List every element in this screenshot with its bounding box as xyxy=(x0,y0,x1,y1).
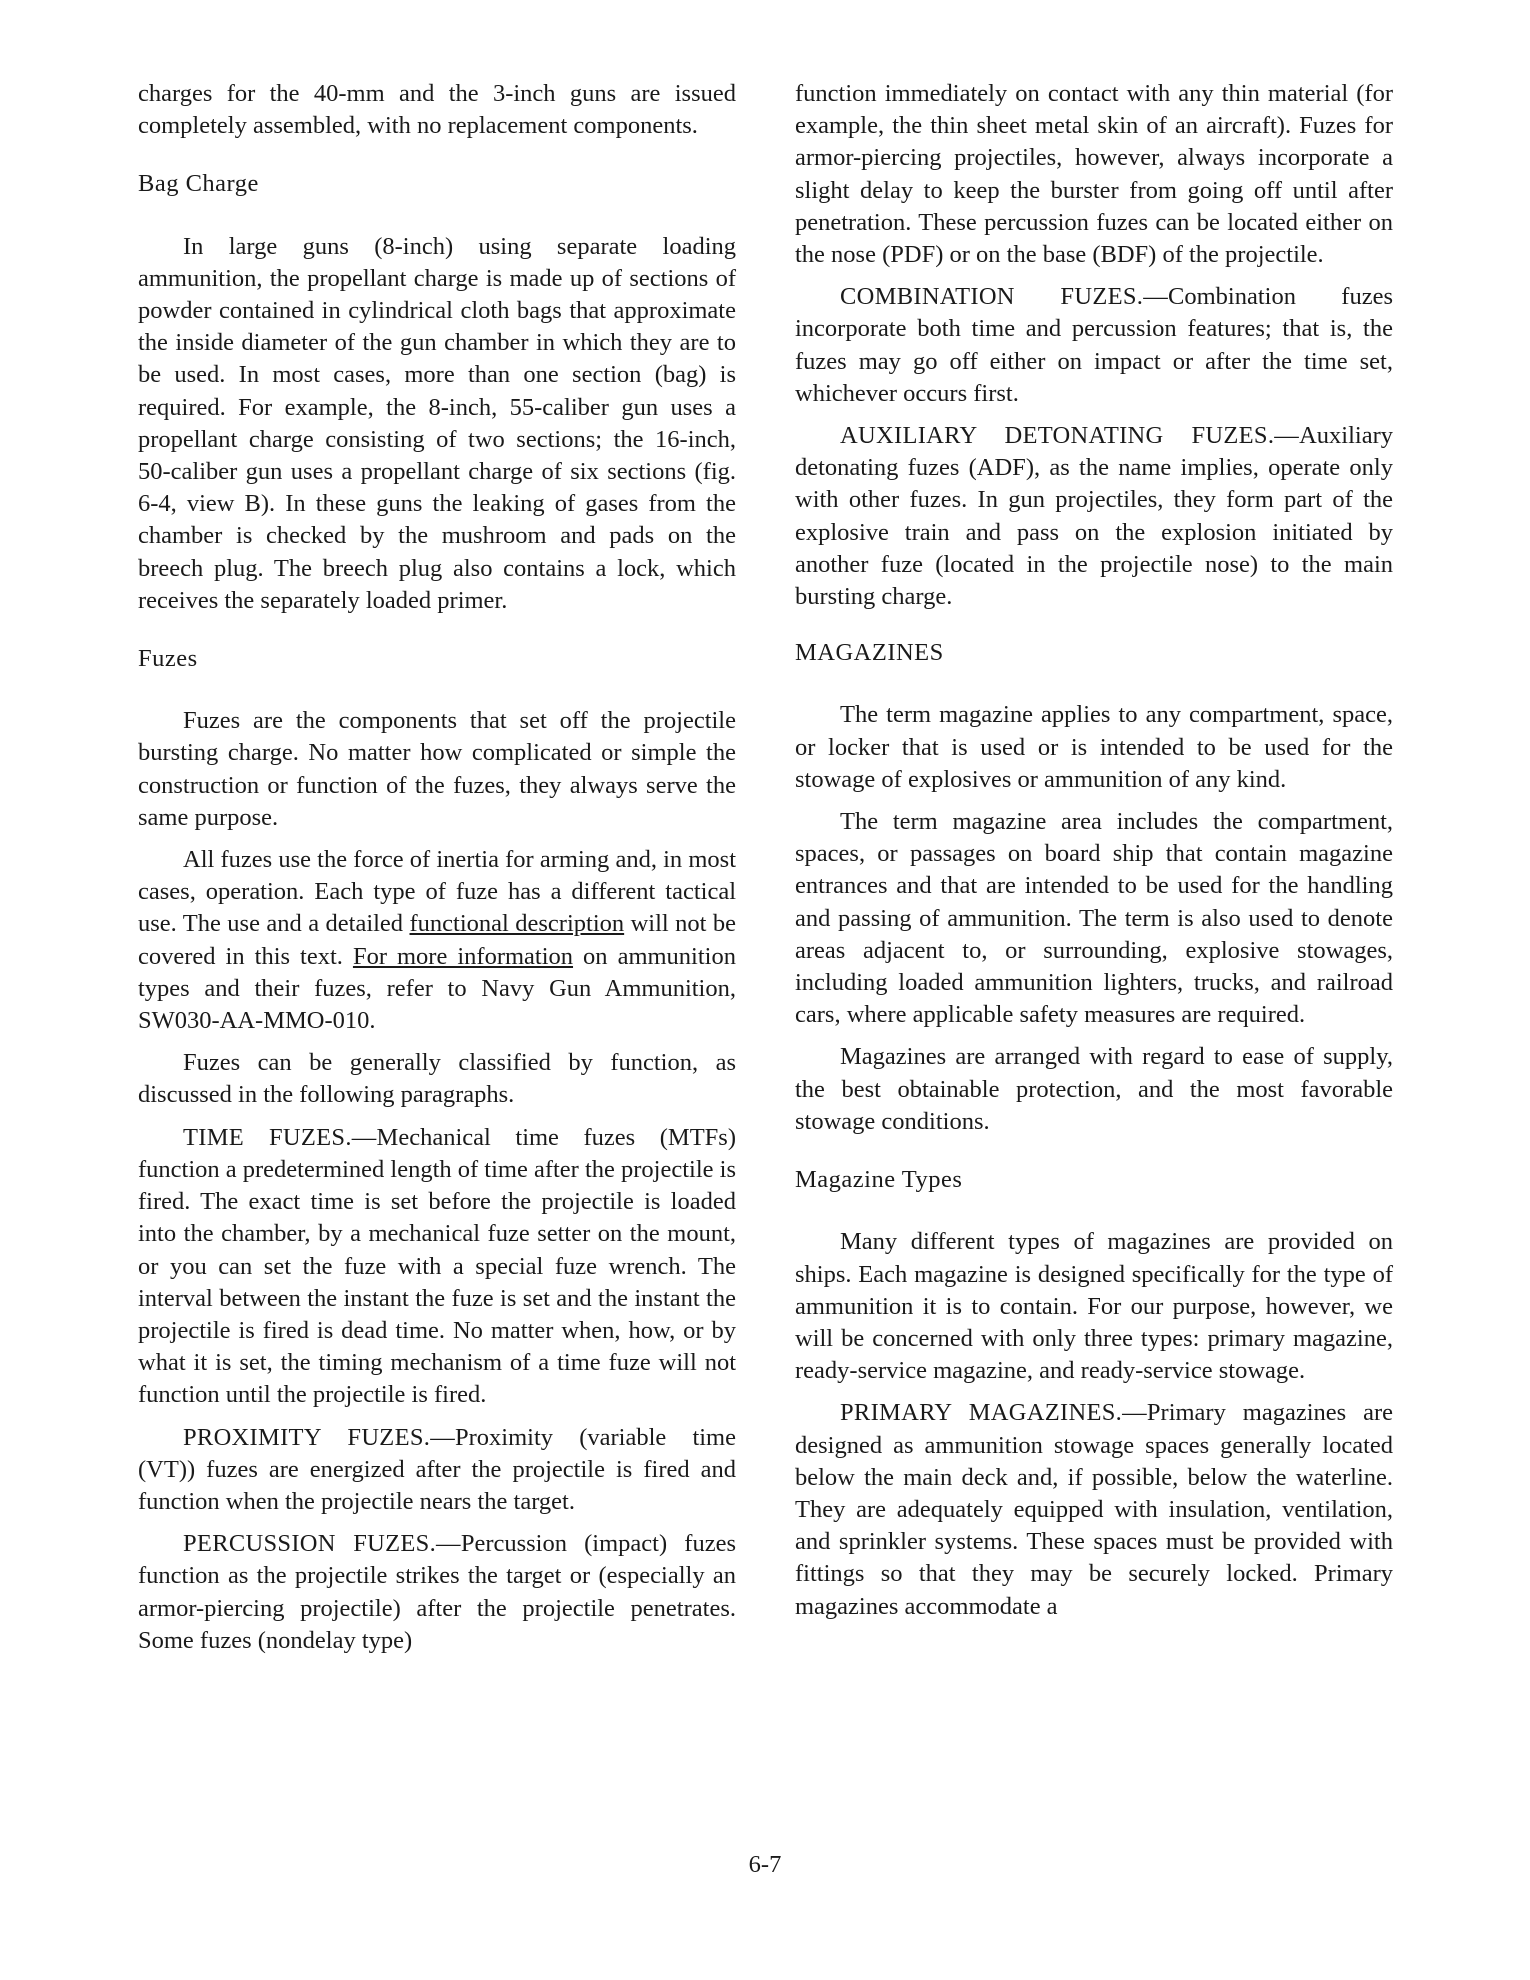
heading-bag-charge: Bag Charge xyxy=(138,170,259,198)
heading-magazines: MAGAZINES xyxy=(795,639,944,667)
heading-magazine-types: Magazine Types xyxy=(795,1166,963,1194)
text-span: Primary magazines are designed as ammunition stowage spaces generally located below the main deck and, if possible, below the waterline. They are adequately equipped with insulation, ventilation, and sprinkler systems. These spaces must be provided with fittings so that they may be securely locked. Primary magazines accommodate a xyxy=(795,1399,1393,1620)
paragraph-magazine-term: The term magazine applies to any compartment, space, or locker that is used or is intended to be used for the stowage of explosives or ammunition of any kind. xyxy=(795,701,1393,793)
text-span: Combination fuzes incorporate both time and percussion features; that is, the fuzes may go off either on impact or after the time set, whichever occurs first. xyxy=(795,283,1393,407)
runin-auxiliary-fuzes: AUXILIARY DETONATING FUZES.— xyxy=(840,422,1300,450)
paragraph-fuzes-classified: Fuzes can be generally classified by function, as discussed in the following paragraphs. xyxy=(138,1049,736,1109)
text-span: Proximity (variable time (VT)) fuzes are energized after the projectile is fired and function when the projectile nears the target. xyxy=(138,1423,736,1515)
paragraph-magazine-area: The term magazine area includes the compartment, spaces, or passages on board ship that contain magazine entrances and that are intended to be used for the handling and passing of ammunition. The term is also used to denote areas adjacent to, or surrounding, explosive stowages, including loaded ammunition lighters, trucks, and railroad cars, where applicable safety measures are required. xyxy=(795,808,1393,1029)
underlined-more-information: For more information xyxy=(352,942,574,970)
paragraph-time-fuzes xyxy=(138,1122,736,1412)
text-span: will not be covered in this text. xyxy=(138,910,736,970)
heading-fuzes: Fuzes xyxy=(138,645,198,673)
paragraph-percussion-continued: function immediately on contact with any thin material (for example, the thin sheet metal skin of an aircraft). Fuzes for armor-piercing projectiles, however, always incorporate a slight delay to keep the burster from going off until after penetration. These percussion fuzes can be located either on the nose (PDF) or on the base (BDF) of the projectile. xyxy=(795,80,1393,269)
text-span: Auxiliary detonating fuzes (ADF), as the name implies, operate only with other fuzes. In gun projectiles, they form part of the explosive train and pass on the explosion initiated by another fuze (located in the projectile nose) to the main bursting charge. xyxy=(795,422,1393,611)
paragraph-magazine-types: Many different types of magazines are provided on ships. Each magazine is designed specifically for the type of ammunition it is to contain. For our purpose, however, we will be concerned with only three types: primary magazine, ready-service magazine, and ready-service stowage. xyxy=(795,1228,1393,1385)
paragraph-magazine-arrangement: Magazines are arranged with regard to ease of supply, the best obtainable protection, and the most favorable stowage conditions. xyxy=(795,1043,1393,1135)
paragraph-primary-magazines xyxy=(795,1397,1393,1622)
runin-proximity-fuzes: PROXIMITY FUZES.— xyxy=(183,1423,455,1451)
paragraph-fuzes-inertia xyxy=(138,844,736,1037)
paragraph-fuzes-intro: Fuzes are the components that set off the projectile bursting charge. No matter how complicated or simple the construction or function of the fuzes, they always serve the same purpose. xyxy=(138,707,736,831)
text-span: Percussion (impact) fuzes function as the projectile strikes the target or (especially an armor-piercing projectile) after the projectile penetrates. Some fuzes (nondelay type) xyxy=(138,1530,736,1654)
right-column xyxy=(795,78,1393,1633)
text-span: Mechanical time fuzes (MTFs) function a predetermined length of time after the projectile is fired. The exact time is set before the projectile is loaded into the chamber, by a mechanical fuze setter on the mount, or you can set the fuze with a special fuze wrench. The interval between the instant the fuze is set and the instant the projectile is fired is dead time. No matter when, how, or by what it is set, the timing mechanism of a time fuze will not function until the projectile is fired. xyxy=(138,1123,736,1409)
paragraph-combination-fuzes xyxy=(795,281,1393,410)
underlined-functional-description: functional description xyxy=(409,910,625,938)
paragraph-auxiliary-fuzes xyxy=(795,420,1393,613)
runin-combination-fuzes: COMBINATION FUZES.— xyxy=(840,283,1169,311)
runin-time-fuzes: TIME FUZES.— xyxy=(183,1123,377,1151)
runin-primary-magazines: PRIMARY MAGAZINES.— xyxy=(840,1399,1147,1427)
paragraph-percussion-fuzes xyxy=(138,1528,736,1657)
runin-percussion-fuzes: PERCUSSION FUZES.— xyxy=(183,1530,461,1558)
text-span: on ammunition types and their fuzes, refer to Navy Gun Ammunition, SW030-AA-MMO-010. xyxy=(138,942,736,1035)
left-column xyxy=(138,78,736,1667)
page-number: 6-7 xyxy=(748,1851,782,1878)
paragraph-bag-charge: In large guns (8-inch) using separate loading ammunition, the propellant charge is made up of sections of powder contained in cylindrical cloth bags that approximate the inside diameter of the gun chamber in which they are to be used. In most cases, more than one section (bag) is required. For example, the 8-inch, 55-caliber gun uses a propellant charge consisting of two sections; the 16-inch, 50-caliber gun uses a propellant charge of six sections (fig. 6-4, view B). In these guns the leaking of gases from the chamber is checked by the mushroom and pads on the breech plug. The breech plug also contains a lock, which receives the separately loaded primer. xyxy=(138,232,736,614)
paragraph-charges-continued: charges for the 40-mm and the 3-inch guns are issued completely assembled, with no replacement components. xyxy=(138,80,736,140)
paragraph-proximity-fuzes xyxy=(138,1422,736,1519)
text-span: All fuzes use the force of inertia for arming and, in most cases, operation. Each type of fuze has a different tactical use. The use and a detailed xyxy=(138,846,736,938)
